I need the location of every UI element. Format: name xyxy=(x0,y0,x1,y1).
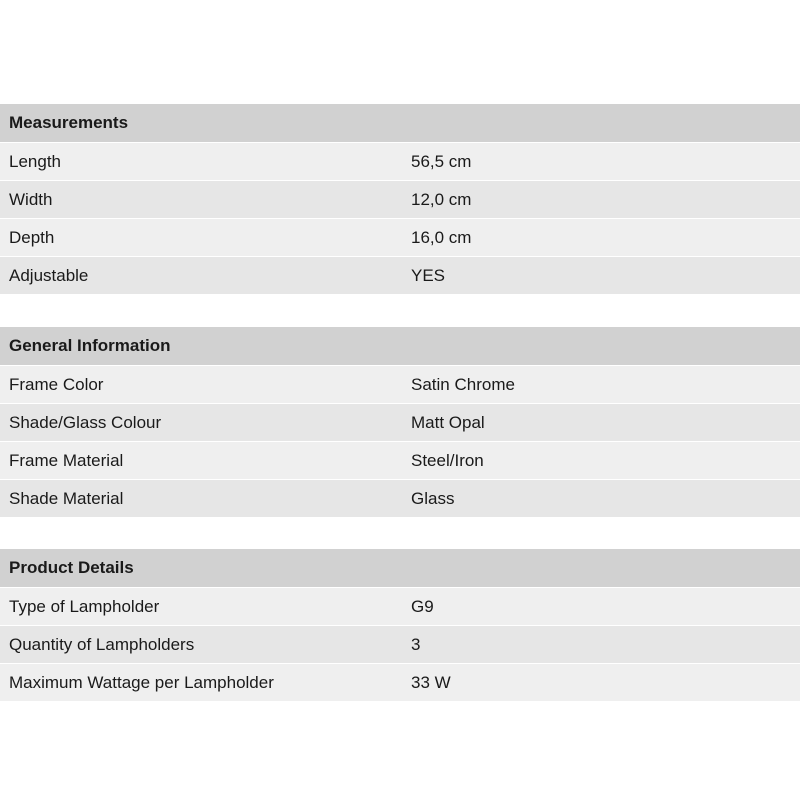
section-header xyxy=(0,327,800,366)
table-row xyxy=(0,257,800,295)
row-label: Shade Material xyxy=(0,480,402,518)
row-label: Frame Color xyxy=(0,366,402,404)
row-value: 3 xyxy=(402,626,800,664)
table-row xyxy=(0,664,800,702)
measurements-table xyxy=(0,104,800,295)
row-value: 56,5 cm xyxy=(402,143,800,181)
table-row xyxy=(0,480,800,518)
row-value: Glass xyxy=(402,480,800,518)
table-row xyxy=(0,366,800,404)
row-label: Length xyxy=(0,143,402,181)
row-label: Type of Lampholder xyxy=(0,588,402,626)
table-row xyxy=(0,219,800,257)
row-value: 33 W xyxy=(402,664,800,702)
row-value: 16,0 cm xyxy=(402,219,800,257)
row-value: G9 xyxy=(402,588,800,626)
row-value: Matt Opal xyxy=(402,404,800,442)
row-label: Width xyxy=(0,181,402,219)
row-label: Adjustable xyxy=(0,257,402,295)
table-row xyxy=(0,626,800,664)
row-value: Satin Chrome xyxy=(402,366,800,404)
row-label: Depth xyxy=(0,219,402,257)
row-value: Steel/Iron xyxy=(402,442,800,480)
row-label: Maximum Wattage per Lampholder xyxy=(0,664,402,702)
product-details-table xyxy=(0,549,800,702)
row-label: Quantity of Lampholders xyxy=(0,626,402,664)
row-label: Frame Material xyxy=(0,442,402,480)
row-value: 12,0 cm xyxy=(402,181,800,219)
row-label: Shade/Glass Colour xyxy=(0,404,402,442)
section-title: Measurements xyxy=(0,104,800,143)
table-row xyxy=(0,404,800,442)
table-row xyxy=(0,181,800,219)
section-header xyxy=(0,549,800,588)
section-title: General Information xyxy=(0,327,800,366)
row-value: YES xyxy=(402,257,800,295)
section-header xyxy=(0,104,800,143)
general-information-table xyxy=(0,327,800,518)
table-row xyxy=(0,143,800,181)
table-row xyxy=(0,588,800,626)
table-row xyxy=(0,442,800,480)
section-title: Product Details xyxy=(0,549,800,588)
